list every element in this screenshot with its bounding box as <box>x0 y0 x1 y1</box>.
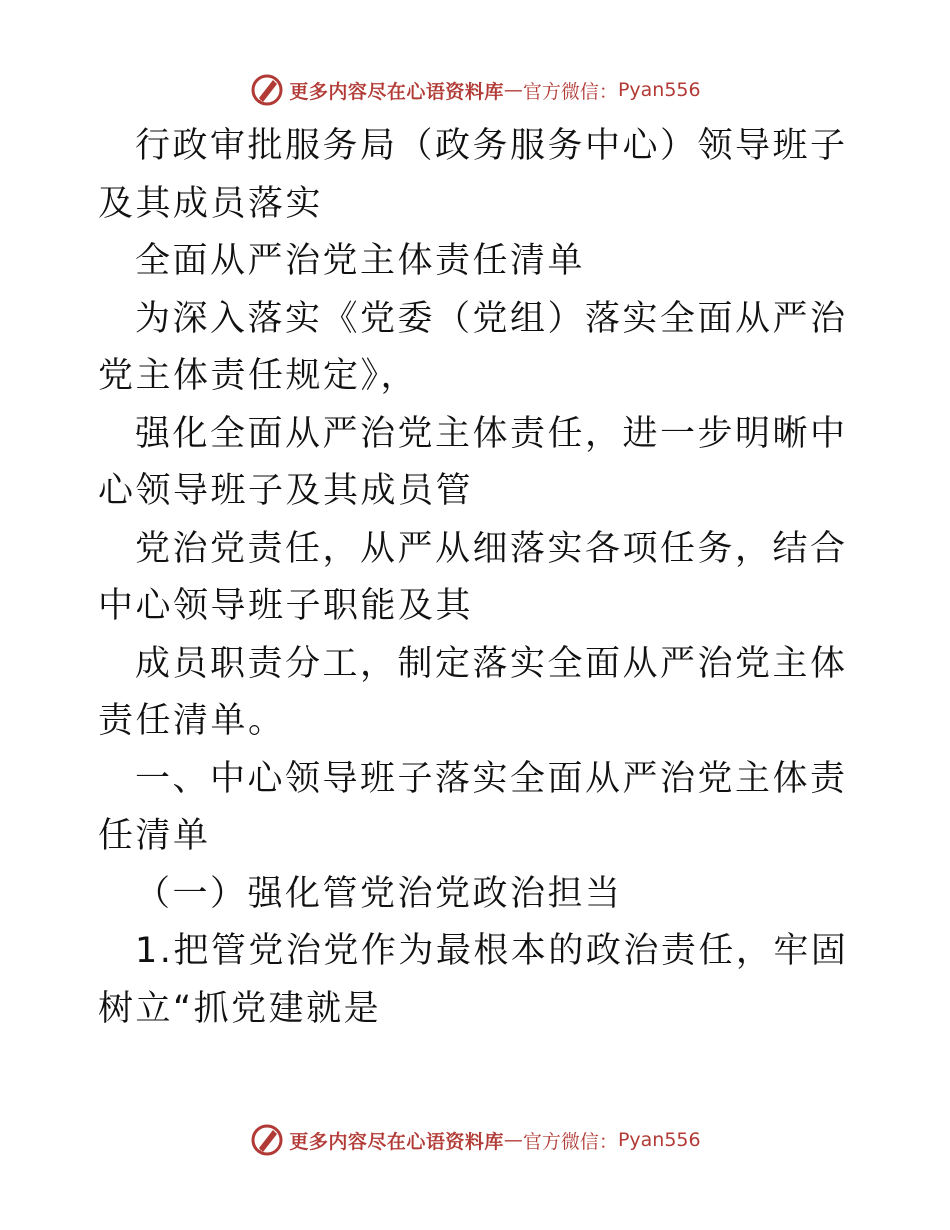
paragraph: 全面从严治党主体责任清单 <box>135 241 586 281</box>
paragraph: 强化全面从严治党主体责任，进一步明晰中心领导班子及其成员管 <box>98 413 848 511</box>
watermark-main-text: 更多内容尽在心语资料库 <box>289 80 504 103</box>
watermark-sub-text: 官方微信： <box>522 80 618 103</box>
paragraph: 为深入落实《党委（党组）落实全面从严治党主体责任规定》， <box>98 298 848 396</box>
watermark-main-text: 更多内容尽在心语资料库 <box>289 1130 504 1153</box>
watermark-dash: — <box>503 1129 523 1151</box>
watermark-id-text: Pyan556 <box>617 79 701 101</box>
watermark-id-text: Pyan556 <box>617 1129 701 1151</box>
footer-watermark <box>0 1120 950 1160</box>
pen-logo-icon <box>249 1122 285 1158</box>
paragraph: 一、中心领导班子落实全面从严治党主体责任清单 <box>98 758 848 856</box>
paragraph: 1.把管党治党作为最根本的政治责任，牢固树立“抓党建就是 <box>98 931 849 1029</box>
pen-logo-icon <box>249 72 285 108</box>
paragraph: 成员职责分工，制定落实全面从严治党主体责任清单。 <box>98 643 848 741</box>
paragraph: 党治党责任，从严从细落实各项任务，结合中心领导班子职能及其 <box>98 528 848 626</box>
paragraph: 行政审批服务局（政务服务中心）领导班子及其成员落实 <box>98 126 848 224</box>
watermark-dash: — <box>503 79 523 101</box>
paragraph: （一）强化管党治党政治担当 <box>135 873 623 914</box>
header-watermark <box>0 70 950 110</box>
watermark-sub-text: 官方微信： <box>522 1130 618 1153</box>
document-body <box>98 118 854 1038</box>
